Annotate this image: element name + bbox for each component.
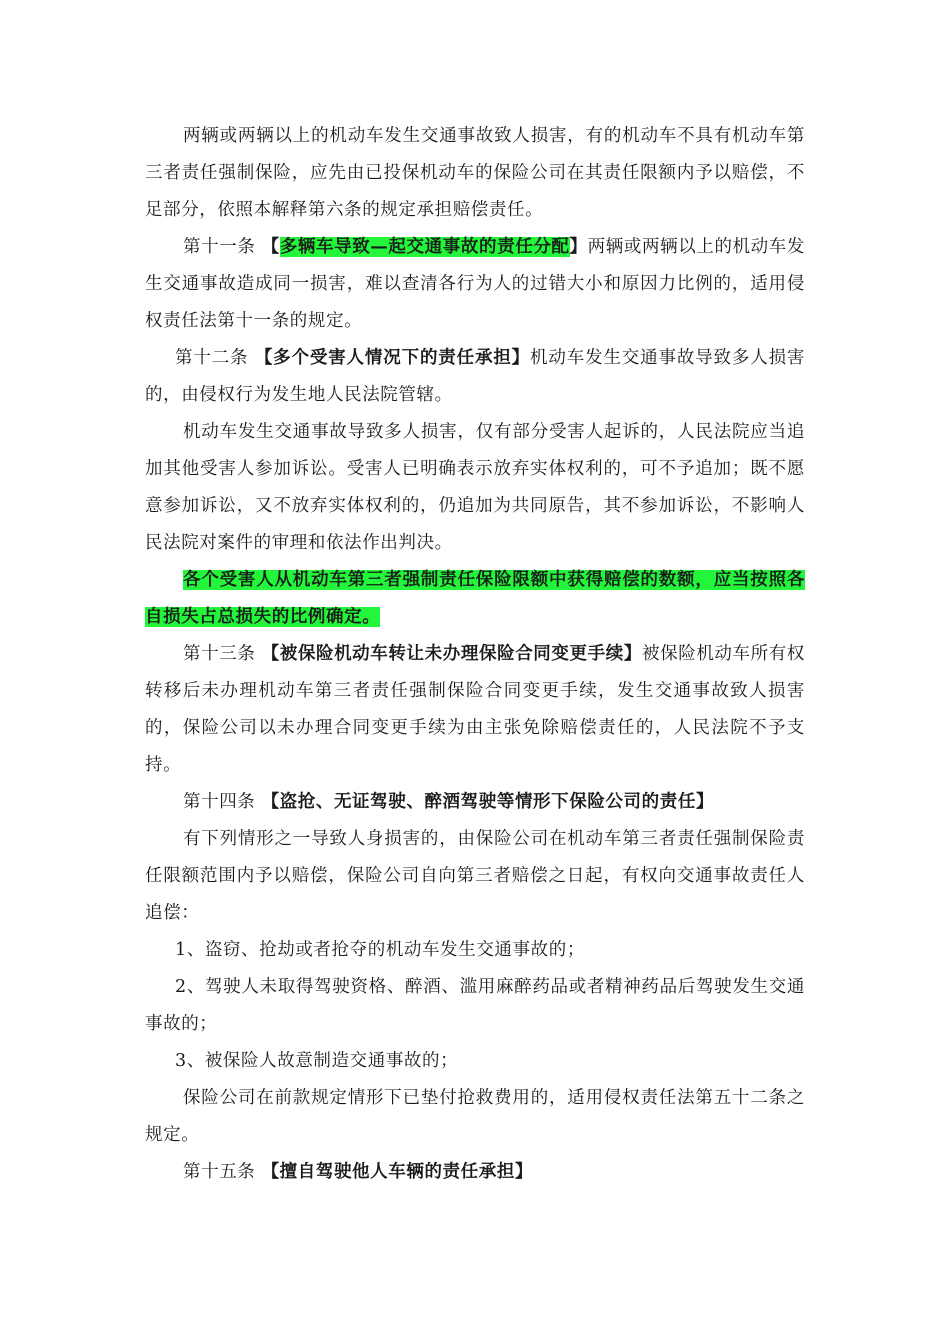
paragraph-multiple-victims: 机动车发生交通事故导致多人损害，仅有部分受害人起诉的，人民法院应当追加其他受害人参加诉讼。受害人已明确表示放弃实体权利的，可不予追加；既不愿意参加诉讼，又不放弃实体权利的，仍追加为共同原告，其不参加诉讼，不影响人民法院对案件的审理和依法作出判决。 [145,422,805,553]
paragraph-rescue-costs: 保险公司在前款规定情形下已垫付抢救费用的，适用侵权责任法第五十二条之规定。 [145,1088,805,1145]
article-15 [145,1154,805,1191]
compensation-ratio-highlight: 各个受害人从机动车第三者强制责任保险限额中获得赔偿的数额，应当按照各自损失占总损失的比例确定。 [145,570,805,627]
article-14-heading: 【盗抢、无证驾驶、醉酒驾驶等情形下保险公司的责任】 [261,792,715,812]
article-11-body: 两辆或两辆以上的机动车发生交通事故造成同一损害，难以查清各行为人的过错大小和原因力比例的，适用侵权责任法第十一条的规定。 [145,237,806,331]
article-12 [145,340,805,414]
article-14-label: 第十四条 [183,792,262,812]
article-11-heading-highlight: 多辆车导致—起交通事故的责任分配 [279,237,570,257]
article-12-heading: 【多个受害人情况下的责任承担】 [254,348,531,368]
document-page [145,118,805,1191]
article-15-heading: 【擅自驾驶他人车辆的责任承担】 [261,1162,534,1182]
list-item-1: 1、盗窃、抢劫或者抢夺的机动车发生交通事故的； [175,940,585,960]
list-item-3: 3、被保险人故意制造交通事故的； [175,1051,459,1071]
article-14 [145,784,805,821]
article-12-label: 第十二条 [175,348,255,368]
paragraph-multi-vehicle-insurance: 两辆或两辆以上的机动车发生交通事故致人损害，有的机动车不具有机动车第三者责任强制保险，应先由已投保机动车的保险公司在其责任限额内予以赔偿，不足部分，依照本解释第六条的规定承担赔偿责任。 [145,126,805,220]
article-13-heading: 【被保险机动车转让未办理保险合同变更手续】 [261,644,642,664]
article-11-heading: 【多辆车导致—起交通事故的责任分配】 [261,237,588,257]
article-15-label: 第十五条 [183,1162,262,1182]
article-11-label: 第十一条 [183,237,262,257]
list-item-2: 2、驾驶人未取得驾驶资格、醉酒、滥用麻醉药品或者精神药品后驾驶发生交通事故的； [145,977,805,1034]
paragraph-recovery-rights: 有下列情形之一导致人身损害的，由保险公司在机动车第三者责任强制保险责任限额范围内予以赔偿，保险公司自向第三者赔偿之日起，有权向交通事故责任人追偿： [145,829,805,923]
article-11 [145,229,805,340]
article-12-body: 机动车发生交通事故导致多人损害的，由侵权行为发生地人民法院管辖。 [145,348,806,405]
paragraph-compensation-ratio [145,562,805,636]
article-13-body: 被保险机动车所有权转移后未办理机动车第三者责任强制保险合同变更手续，发生交通事故致人损害的，保险公司以未办理合同变更手续为由主张免除赔偿责任的，人民法院不予支持。 [145,644,805,775]
article-13-label: 第十三条 [183,644,262,664]
article-13 [145,636,805,784]
